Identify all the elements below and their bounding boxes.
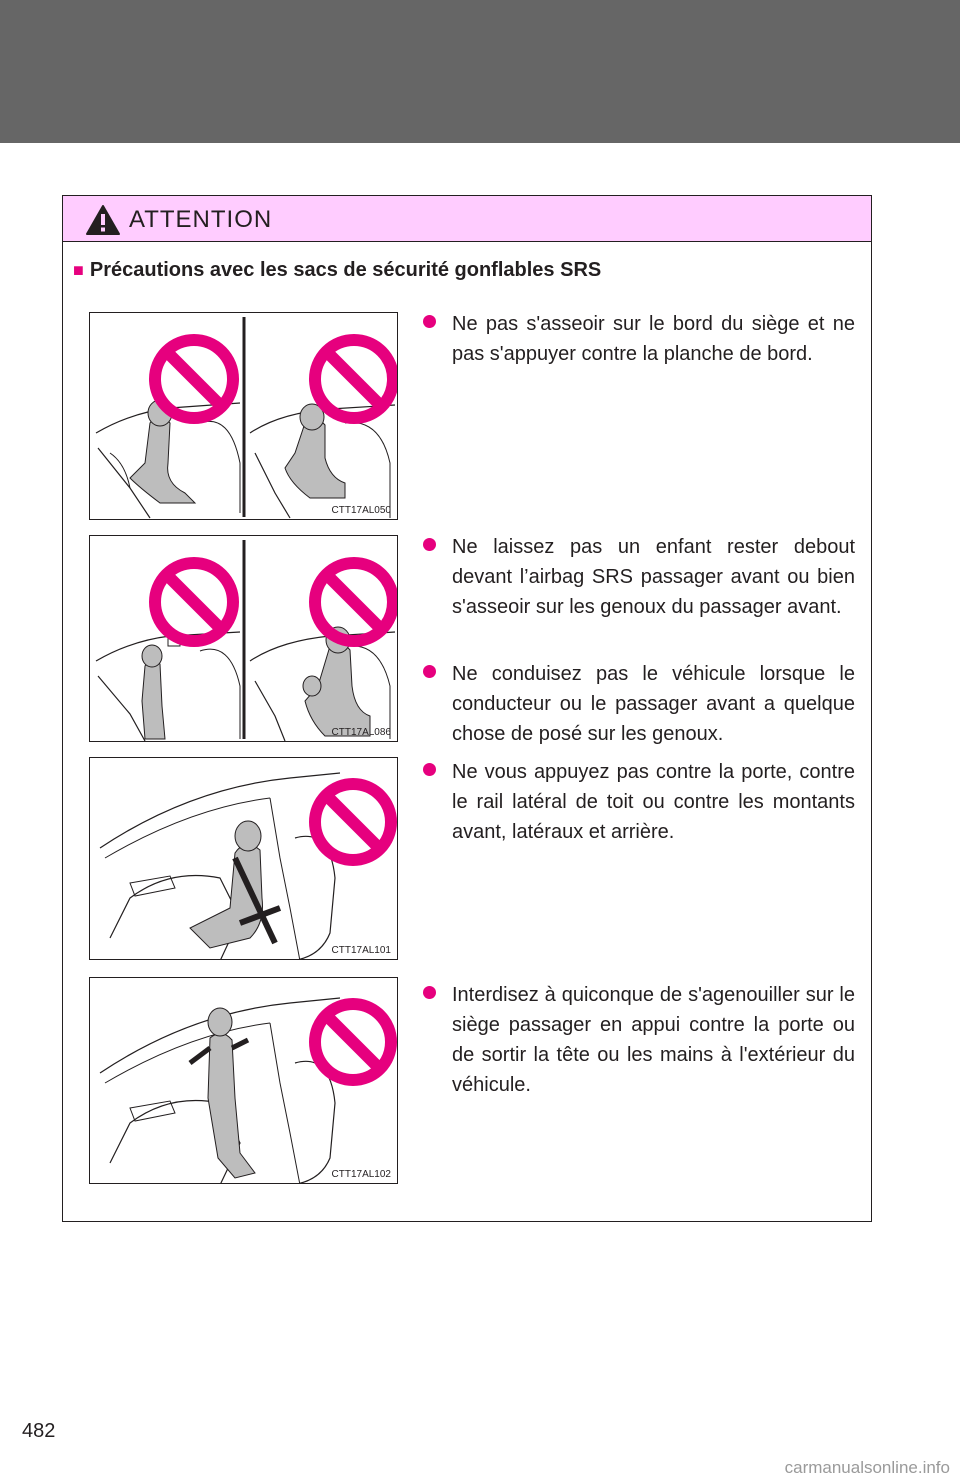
bullet-dot-icon bbox=[423, 538, 436, 551]
bullet-text: Interdisez à quiconque de s'agenouiller sur le siège passager en appui contre la porte ou de sortir la tête ou les mains à l'extérieur du véhicule. bbox=[452, 984, 855, 1096]
bullet-dot-icon bbox=[423, 665, 436, 678]
bullet-item bbox=[423, 532, 855, 622]
attention-label: ATTENTION bbox=[129, 206, 273, 233]
bullet-item bbox=[423, 757, 855, 847]
illustration-kneeling-on-seat bbox=[90, 978, 398, 1184]
figure-code: CTT17AL101 bbox=[331, 945, 391, 956]
illustration-leaning-on-door bbox=[90, 758, 398, 960]
bullet-text: Ne vous appuyez pas contre la porte, contre le rail latéral de toit ou contre les montants avant, latéraux et arrière. bbox=[452, 761, 855, 843]
illustration-leaning-passengers bbox=[90, 313, 398, 520]
watermark: carmanualsonline.info bbox=[784, 1458, 950, 1477]
bullet-text: Ne laissez pas un enfant rester debout devant l’airbag SRS passager avant ou bien s'asseoir sur les genoux du passager avant. bbox=[452, 536, 855, 618]
bullet-item bbox=[423, 659, 855, 749]
bullet-dot-icon bbox=[423, 763, 436, 776]
warning-header bbox=[63, 196, 871, 242]
figure-kneeling bbox=[89, 977, 398, 1184]
section-marker: ■ bbox=[73, 260, 84, 280]
prohibition-icon bbox=[315, 563, 393, 641]
top-band bbox=[0, 0, 960, 143]
figure-code: CTT17AL102 bbox=[331, 1169, 391, 1180]
prohibition-icon bbox=[155, 563, 233, 641]
section-title bbox=[73, 259, 601, 282]
bullet-dot-icon bbox=[423, 986, 436, 999]
prohibition-icon bbox=[315, 1004, 391, 1080]
prohibition-icon bbox=[315, 340, 393, 418]
bullet-text: Ne conduisez pas le véhicule lorsque le conducteur ou le passager avant a quelque chose de posé sur les genoux. bbox=[452, 663, 855, 745]
figure-lean-dashboard bbox=[89, 312, 398, 520]
figure-code: CTT17AL050 bbox=[331, 505, 391, 516]
figure-lean-door bbox=[89, 757, 398, 960]
figure-child-standing bbox=[89, 535, 398, 742]
page-number: 482 bbox=[22, 1420, 56, 1442]
bullet-dot-icon bbox=[423, 315, 436, 328]
section-title-text: Précautions avec les sacs de sécurité gonflables SRS bbox=[89, 259, 602, 281]
figure-code: CTT17AL086 bbox=[331, 727, 391, 738]
bullet-text: Ne pas s'asseoir sur le bord du siège et ne pas s'appuyer contre la planche de bord. bbox=[452, 313, 855, 365]
bullet-item bbox=[423, 980, 855, 1100]
prohibition-icon bbox=[315, 784, 391, 860]
warning-box bbox=[62, 195, 872, 1222]
bullet-item bbox=[423, 309, 855, 369]
warning-triangle-icon bbox=[85, 204, 121, 236]
illustration-child-on-lap bbox=[90, 536, 398, 742]
